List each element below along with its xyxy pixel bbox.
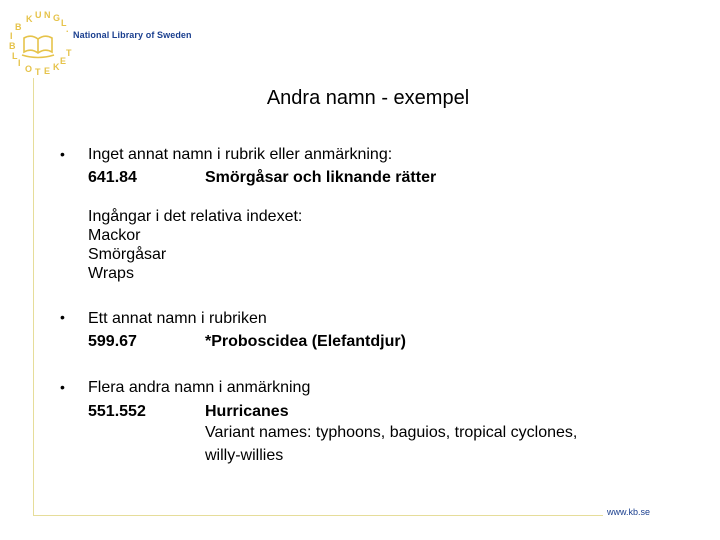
- bullet-3-note-line-1: Variant names: typhoons, baguios, tropical cyclones,: [205, 424, 578, 441]
- svg-text:T: T: [66, 48, 72, 58]
- bullet-3-heading: Flera andra namn i anmärkning: [88, 379, 311, 396]
- library-name: National Library of Sweden: [73, 30, 192, 40]
- svg-text:N: N: [44, 10, 51, 20]
- slide-title: Andra namn - exempel: [266, 87, 470, 109]
- index-entry: Smörgåsar: [88, 246, 167, 263]
- svg-text:.: .: [66, 24, 69, 34]
- footer-url: www.kb.se: [607, 507, 651, 517]
- bullet-2-code: 599.67: [88, 333, 137, 350]
- bullet-marker: •: [60, 146, 65, 162]
- svg-text:B: B: [15, 22, 22, 32]
- bullet-1-subject: Smörgåsar och liknande rätter: [205, 169, 437, 186]
- bullet-3-subject: Hurricanes: [205, 403, 289, 420]
- bullet-marker: •: [60, 309, 65, 325]
- svg-text:K: K: [26, 14, 33, 24]
- svg-text:B: B: [9, 41, 16, 51]
- bullet-1-heading: Inget annat namn i rubrik eller anmärkning:: [88, 146, 393, 163]
- bullet-1-code: 641.84: [88, 169, 137, 186]
- bullet-marker: •: [60, 379, 65, 395]
- svg-text:G: G: [53, 13, 61, 23]
- svg-text:U: U: [35, 10, 42, 20]
- bullet-3-note-line-2: willy-willies: [205, 447, 284, 464]
- bullet-2-heading: Ett annat namn i rubriken: [88, 310, 267, 327]
- bullet-2-subject: *Proboscidea (Elefantdjur): [205, 333, 406, 350]
- svg-text:I: I: [18, 58, 21, 68]
- svg-text:I: I: [10, 31, 13, 41]
- svg-text:L: L: [12, 51, 18, 61]
- svg-text:O: O: [25, 64, 33, 74]
- bullet-1-index-heading: Ingångar i det relativa indexet:: [88, 208, 303, 225]
- bullet-3-code: 551.552: [88, 403, 146, 420]
- svg-text:E: E: [60, 56, 67, 66]
- svg-text:K: K: [53, 62, 60, 72]
- index-entry: Wraps: [88, 265, 134, 282]
- index-entry: Mackor: [88, 227, 141, 244]
- svg-text:E: E: [44, 66, 51, 76]
- svg-text:L: L: [61, 18, 67, 28]
- svg-text:T: T: [35, 67, 41, 77]
- left-rule: [33, 78, 34, 516]
- bottom-rule: [33, 515, 603, 516]
- library-seal-logo: [4, 8, 74, 78]
